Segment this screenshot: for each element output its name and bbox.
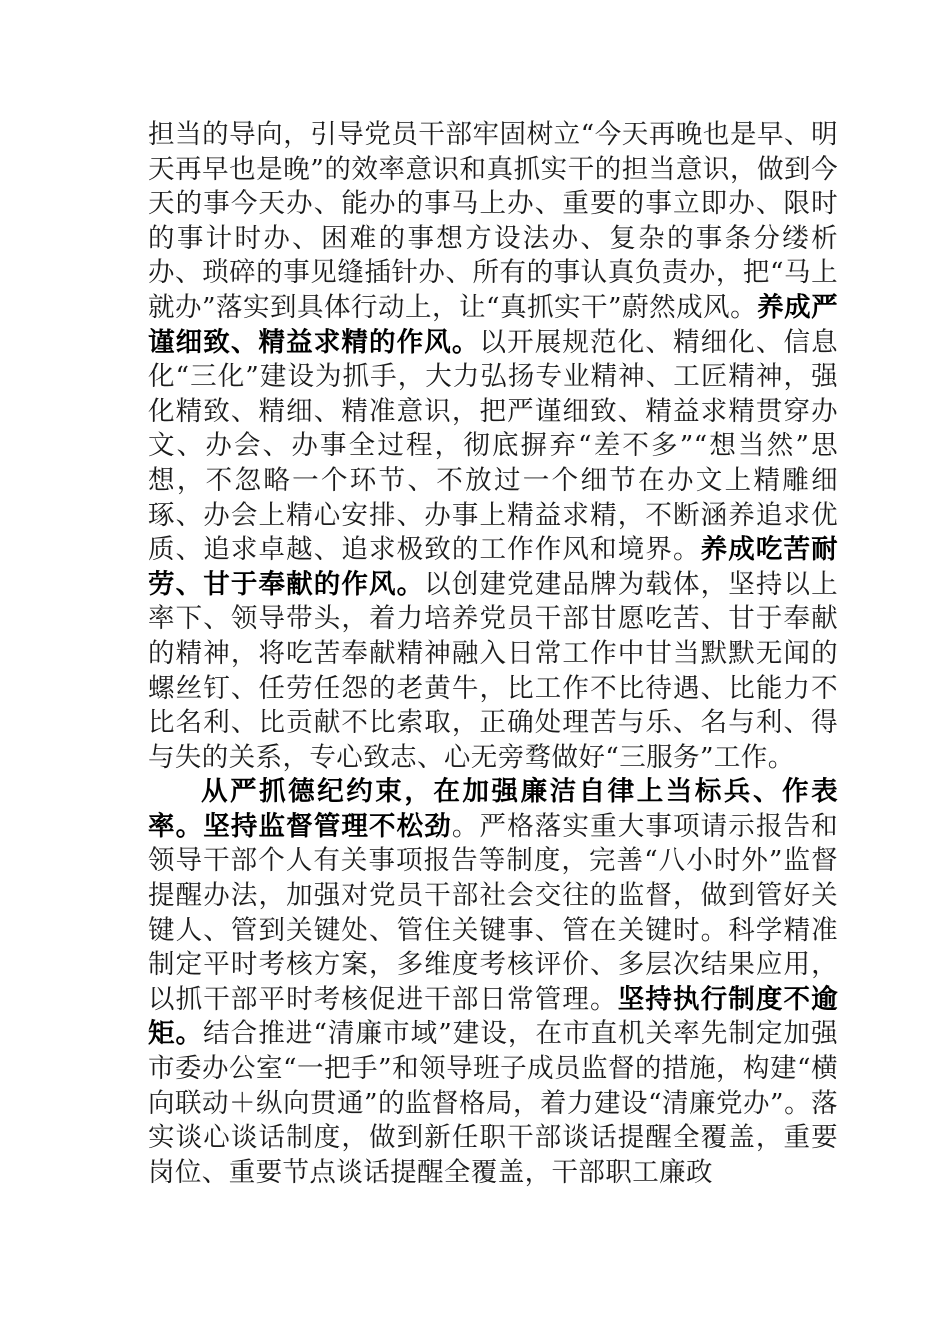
text-run: 以开展规范化、精细化、信息化“三化”建设为抓手，大力弘扬专业精神、工匠精神，强化精致、精细、精准意识，把严谨细致、精益求精贯穿办文、办会、办事全过程，彻底摒弃“差不多”“想当然”思想，不忽略一个环节、不放过一个细节在办文上精雕细琢、办会上精心安排、办事上精益求精，不断涵养追求优质、追求卓越、追求极致的工作作风和境界。 xyxy=(148,326,838,566)
text-run: 以创建党建品牌为载体，坚持以上率下、领导带头，着力培养党员干部甘愿吃苦、甘于奉献的精神，将吃苦奉献精神融入日常工作中甘当默默无闻的螺丝钉、任劳任怨的老黄牛，比工作不比待遇、比能力不比名利、比贡献不比索取，正确处理苦与乐、名与利、得与失的关系，专心致志、心无旁骛做好“三服务”工作。 xyxy=(148,568,839,773)
text-run: 结合推进“清廉市域”建设，在市直机关率先制定加强市委办公室“一把手”和领导班子成员监督的措施，构建“横向联动＋纵向贯通”的监督格局，着力建设“清廉党办”。落实谈心谈话制度，做到新任职干部谈话提醒全覆盖，重要岗位、重要节点谈话提醒全覆盖，干部职工廉政 xyxy=(148,1018,838,1188)
text-run: 担当的导向，引导党员干部牢固树立“今天再晚也是早、明天再早也是晚”的效率意识和真抓实干的担当意识，做到今天的事今天办、能办的事马上办、重要的事立即办、限时的事计时办、困难的事想方设法办、复杂的事条分缕析办、琐碎的事见缝插针办、所有的事认真负责办，把“马上就办”落实到具体行动上，让“真抓实干”蔚然成风。 xyxy=(148,119,838,323)
document-body xyxy=(148,118,838,1190)
paragraph-work-style xyxy=(148,118,838,775)
paragraph-discipline xyxy=(148,775,838,1190)
bold-heading-run: 养成严谨细致、精益求精的作风。 xyxy=(148,291,838,358)
bold-heading-run: 坚持执行制度不逾矩。 xyxy=(148,983,838,1050)
bold-heading-run: 养成吃苦耐劳、甘于奉献的作风。 xyxy=(148,534,839,600)
bold-heading-run: 从严抓德纪约束，在加强廉洁自律上当标兵、作表率。坚持监督管理不松劲 xyxy=(148,776,838,842)
text-run: 。严格落实重大事项请示报告和领导干部个人有关事项报告等制度，完善“八小时外”监督提醒办法，加强对党员干部社会交往的监督，做到管好关键人、管到关键处、管住关键事、管在关键时。科学精准制定平时考核方案，多维度考核评价、多层次结果应用，以抓干部平时考核促进干部日常管理。 xyxy=(148,810,838,1015)
